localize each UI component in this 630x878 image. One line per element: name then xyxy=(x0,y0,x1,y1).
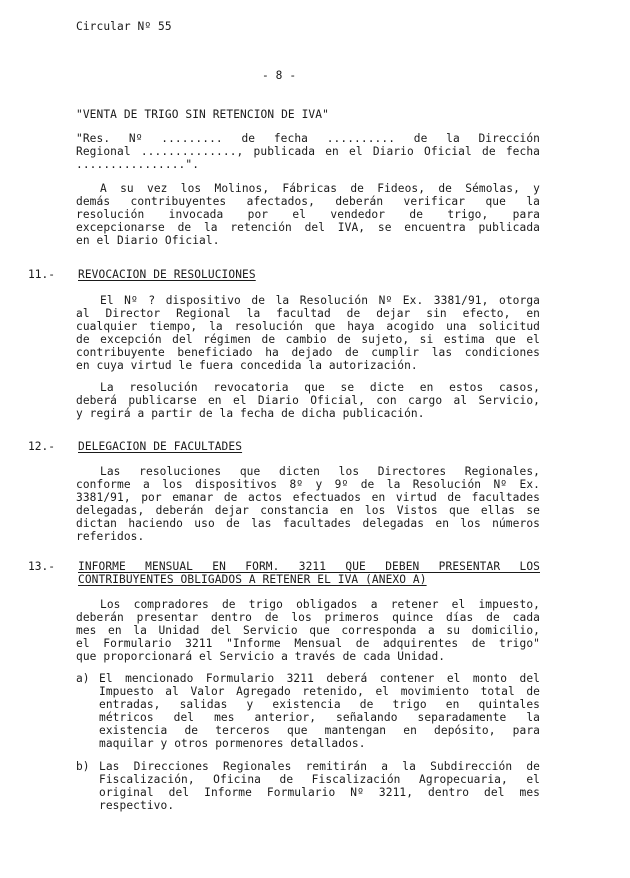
paragraph-line: conforme a los dispositivos 8º y 9º de la Resolución Nº Ex. xyxy=(76,478,540,491)
paragraph-line: dictan haciendo uso de las facultades delegadas en los números xyxy=(76,517,540,530)
paragraph-line: demás contribuyentes afectados, deberán verificar que la xyxy=(76,195,540,208)
paragraph-line: en el Diario Oficial. xyxy=(76,234,220,247)
list-item-line: entradas, salidas y existencia de trigo en quintales xyxy=(99,698,540,711)
list-item-line: Fiscalización, Oficina de Fiscalización Agropecuaria, el xyxy=(99,773,540,786)
paragraph-line: referidos. xyxy=(76,530,145,543)
paragraph-line: 3381/91, por emanar de actos efectuados en virtud de facultades xyxy=(76,491,540,504)
quote-line: "Res. Nº ......... de fecha .......... de la Dirección xyxy=(76,132,540,145)
list-item-line: El mencionado Formulario 3211 deberá contener el monto del xyxy=(99,672,540,685)
paragraph-line: contribuyente beneficiado ha dejado de cumplir las condiciones xyxy=(76,346,540,359)
section-number: 11.- xyxy=(28,268,55,281)
paragraph-line: El Nº ? dispositivo de la Resolución Nº Ex. 3381/91, otorga xyxy=(100,294,540,307)
quote-line: Regional .............., publicada en el Diario Oficial de fecha xyxy=(76,145,540,158)
list-item-line: existencia de terceros que mantengan en depósito, para xyxy=(99,724,540,737)
paragraph-line: A su vez los Molinos, Fábricas de Fideos, de Sémolas, y xyxy=(100,182,540,195)
list-item-line: respectivo. xyxy=(99,799,175,812)
paragraph-line: deberán presentar dentro de los primeros quince días de cada xyxy=(76,611,540,624)
paragraph-line: resolución invocada por el vendedor de trigo, para xyxy=(76,208,540,221)
paragraph-line: delegadas, deberán dejar constancia en los Vistos que ellas se xyxy=(76,504,540,517)
paragraph-line: de excepción del régimen de cambio de sujeto, si estima que el xyxy=(76,333,540,346)
paragraph-line: cualquier tiempo, la resolución que haya acogido una solicitud xyxy=(76,320,540,333)
paragraph-line: deberá publicarse en el Diario Oficial, con cargo al Servicio, xyxy=(76,394,540,407)
paragraph-line: Las resoluciones que dicten los Directores Regionales, xyxy=(100,465,540,478)
paragraph-line: excepcionarse de la retención del IVA, se encuentra publicada xyxy=(76,221,540,234)
list-item-line: original del Informe Formulario Nº 3211, dentro del mes xyxy=(99,786,540,799)
list-item-line: Las Direcciones Regionales remitirán a la Subdirección de xyxy=(99,760,540,773)
list-item-label: a) xyxy=(76,672,90,685)
circular-header: Circular Nº 55 xyxy=(76,20,172,33)
paragraph-line: que proporcionará el Servicio a través de cada Unidad. xyxy=(76,650,446,663)
section-number: 12.- xyxy=(28,440,55,453)
page-number: - 8 - xyxy=(262,69,297,82)
paragraph-line: y regirá a partir de la fecha de dicha publicación. xyxy=(76,407,425,420)
list-item-line: métricos del mes anterior, señalando separadamente la xyxy=(99,711,540,724)
section-title: CONTRIBUYENTES OBLIGADOS A RETENER EL IVA (ANEXO A) xyxy=(78,573,427,586)
section-title: DELEGACION DE FACULTADES xyxy=(78,440,243,453)
paragraph-line: el Formulario 3211 "Informe Mensual de adquirentes de trigo" xyxy=(76,637,540,650)
section-intro-title: "VENTA DE TRIGO SIN RETENCION DE IVA" xyxy=(76,108,329,121)
paragraph-line: Los compradores de trigo obligados a retener el impuesto, xyxy=(100,598,540,611)
list-item-label: b) xyxy=(76,760,90,773)
paragraph-line: al Director Regional la facultad de dejar sin efecto, en xyxy=(76,307,540,320)
paragraph-line: mes en la Unidad del Servicio que corresponda a su domicilio, xyxy=(76,624,540,637)
section-number: 13.- xyxy=(28,560,55,573)
section-title: INFORME MENSUAL EN FORM. 3211 QUE DEBEN PRESENTAR LOS xyxy=(78,560,540,573)
list-item-line: Impuesto al Valor Agregado retenido, el movimiento total de xyxy=(99,685,540,698)
quote-line: ................". xyxy=(76,158,200,171)
section-title: REVOCACION DE RESOLUCIONES xyxy=(78,268,256,281)
paragraph-line: en cuya virtud le fuera concedida la autorización. xyxy=(76,359,418,372)
paragraph-line: La resolución revocatoria que se dicte en estos casos, xyxy=(100,381,540,394)
list-item-line: maquilar y otros pormenores detallados. xyxy=(99,737,366,750)
